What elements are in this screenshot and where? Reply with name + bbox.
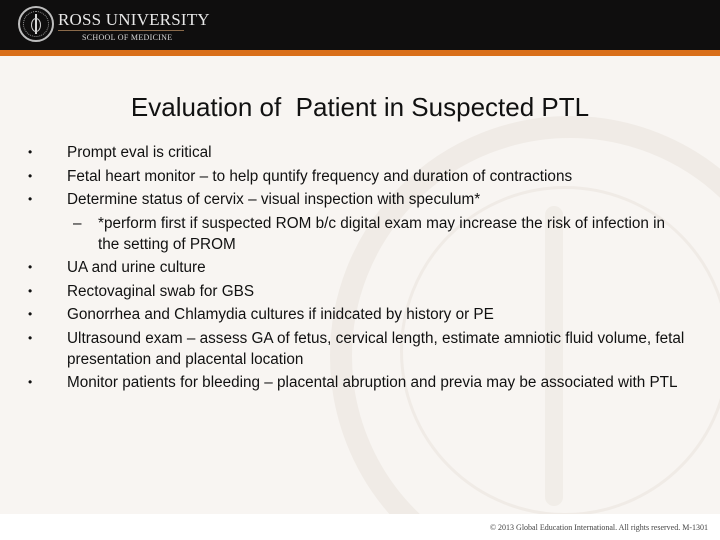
bullet-icon: • <box>28 283 33 298</box>
bullet-text: Ultrasound exam – assess GA of fetus, cervical length, estimate amniotic fluid volume, fetal presentation and placental location <box>67 329 685 368</box>
header-bar <box>0 0 720 50</box>
footer <box>0 514 720 540</box>
bullet-icon: • <box>28 168 33 183</box>
slide-title: Evaluation of Patient in Suspected PTL <box>130 92 590 122</box>
bullet-item <box>26 304 686 325</box>
bullet-icon: • <box>28 192 33 206</box>
bullet-item <box>26 142 686 163</box>
bullet-text: Gonorrhea and Chlamydia cultures if inidcated by history or PE <box>67 306 494 323</box>
brand-subtitle: SCHOOL OF MEDICINE <box>82 33 173 42</box>
bullet-icon: • <box>28 375 33 389</box>
sub-bullet-item <box>26 213 686 255</box>
bullet-item <box>26 328 686 370</box>
snake-shape <box>31 18 41 32</box>
bullet-text: Fetal heart monitor – to help quntify frequency and duration of contractions <box>67 167 573 185</box>
bullet-text: Prompt eval is critical <box>67 144 212 161</box>
dash-icon: – <box>73 214 82 232</box>
bullet-icon: • <box>28 260 33 274</box>
bullet-text: Determine status of cervix – visual inspection with speculum* <box>67 191 481 208</box>
bullet-list <box>26 142 686 396</box>
brand-divider <box>58 30 184 31</box>
sub-bullet-text: *perform first if suspected ROM b/c digital exam may increase the risk of infection in the setting of PROM <box>98 214 666 253</box>
caduceus-seal-icon <box>18 6 54 42</box>
bullet-icon: • <box>28 330 33 345</box>
bullet-item <box>26 189 686 210</box>
bullet-icon: • <box>28 307 33 321</box>
bullet-text: Rectovaginal swab for GBS <box>67 282 255 300</box>
bullet-item <box>26 257 686 278</box>
brand-title: ROSS UNIVERSITY <box>58 10 210 29</box>
copyright-notice: © 2013 Global Education International. All rights reserved. M-1301 <box>489 523 708 532</box>
bullet-icon: • <box>28 145 33 159</box>
bullet-item <box>26 166 686 187</box>
bullet-item <box>26 281 686 302</box>
bullet-text: Monitor patients for bleeding – placental abruption and previa may be associated with PTL <box>67 374 678 391</box>
bullet-text: UA and urine culture <box>67 259 206 276</box>
bullet-item <box>26 372 686 393</box>
